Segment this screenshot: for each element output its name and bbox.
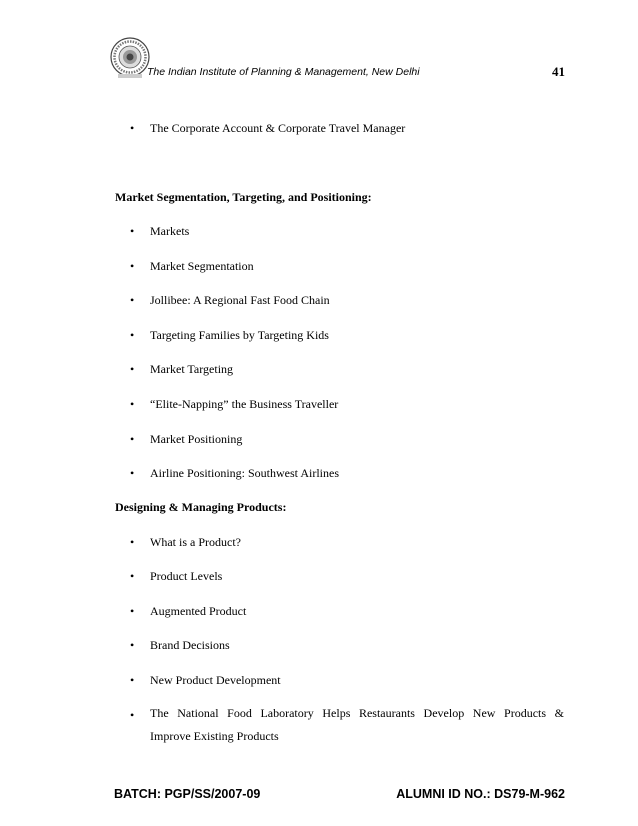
list-item-line-1: The National Food Laboratory Helps Restaurants Develop New Products & [150,706,564,720]
bullet-icon: • [130,397,135,411]
bullet-icon: • [130,259,135,273]
bullet-icon: • [130,673,135,687]
bullet-icon: • [130,638,135,652]
bullet-icon: • [130,293,135,307]
bullet-icon: • [130,569,135,583]
section-heading: Designing & Managing Products: [115,500,287,514]
bullet-icon: • [130,432,135,446]
list-item: Market Positioning [150,432,243,446]
institute-seal-icon [108,36,152,80]
page-number: 41 [552,64,565,79]
footer-batch: BATCH: PGP/SS/2007-09 [114,787,261,801]
list-item: Product Levels [150,569,223,583]
bullet-icon: • [130,362,135,376]
list-item: Market Segmentation [150,259,254,273]
list-item: Airline Positioning: Southwest Airlines [150,466,340,480]
bullet-icon: • [130,328,135,342]
list-item: Market Targeting [150,362,234,376]
footer-alumni-id: ALUMNI ID NO.: DS79-M-962 [396,787,565,801]
page-header [108,36,568,84]
bullet-icon: • [130,535,135,549]
bullet-icon: • [130,708,135,722]
list-item: The Corporate Account & Corporate Travel Manager [150,121,406,135]
bullet-icon: • [130,224,135,238]
list-item: What is a Product? [150,535,241,549]
list-item: “Elite-Napping” the Business Traveller [150,397,339,411]
list-item: Markets [150,224,190,238]
bullet-icon: • [130,466,135,480]
bullet-icon: • [130,604,135,618]
bullet-icon: • [130,121,135,135]
list-item-line-2: Improve Existing Products [150,729,279,743]
list-item: New Product Development [150,673,281,687]
list-item: Augmented Product [150,604,247,618]
list-item: Jollibee: A Regional Fast Food Chain [150,293,330,307]
list-item-multiline [150,702,564,748]
list-item: Brand Decisions [150,638,230,652]
list-item: Targeting Families by Targeting Kids [150,328,329,342]
section-heading: Market Segmentation, Targeting, and Positioning: [115,190,372,204]
header-title: The Indian Institute of Planning & Management, New Delhi [147,66,420,78]
